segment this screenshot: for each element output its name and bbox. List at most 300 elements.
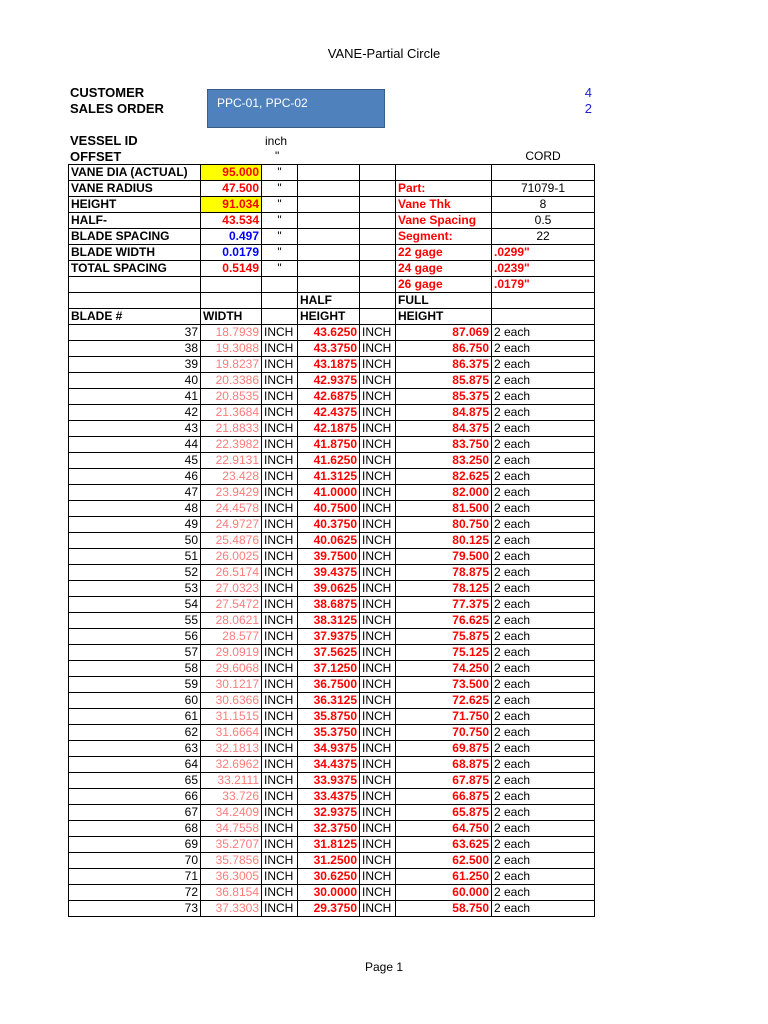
- full-height[interactable]: 67.875: [396, 773, 492, 789]
- half-height[interactable]: 36.7500: [298, 677, 360, 693]
- blade-number[interactable]: 45: [69, 453, 201, 469]
- quantity[interactable]: 2 each: [492, 549, 595, 565]
- quantity[interactable]: 2 each: [492, 741, 595, 757]
- half-height[interactable]: 31.8125: [298, 837, 360, 853]
- blade-width[interactable]: 26.0025: [201, 549, 262, 565]
- param-unit[interactable]: ": [262, 165, 298, 181]
- full-height[interactable]: 86.750: [396, 341, 492, 357]
- blade-width[interactable]: 24.9727: [201, 517, 262, 533]
- param-unit[interactable]: ": [262, 213, 298, 229]
- unit-label[interactable]: INCH: [262, 597, 298, 613]
- spec-label[interactable]: Segment:: [396, 229, 492, 245]
- full-height[interactable]: 78.125: [396, 581, 492, 597]
- blade-width[interactable]: 31.1515: [201, 709, 262, 725]
- half-height[interactable]: 39.4375: [298, 565, 360, 581]
- half-height[interactable]: 30.0000: [298, 885, 360, 901]
- half-height[interactable]: 37.1250: [298, 661, 360, 677]
- empty-cell[interactable]: [298, 181, 360, 197]
- blade-number[interactable]: 51: [69, 549, 201, 565]
- blade-width[interactable]: 20.8535: [201, 389, 262, 405]
- full-height[interactable]: 82.000: [396, 485, 492, 501]
- empty-cell[interactable]: [201, 277, 262, 293]
- unit-label[interactable]: INCH: [262, 773, 298, 789]
- unit-label[interactable]: INCH: [262, 485, 298, 501]
- unit-label[interactable]: INCH: [360, 901, 396, 917]
- full-height[interactable]: 70.750: [396, 725, 492, 741]
- quantity[interactable]: 2 each: [492, 645, 595, 661]
- full-height[interactable]: 63.625: [396, 837, 492, 853]
- half-height[interactable]: 30.6250: [298, 869, 360, 885]
- empty-cell[interactable]: [298, 197, 360, 213]
- blade-width[interactable]: 35.2707: [201, 837, 262, 853]
- unit-label[interactable]: INCH: [262, 437, 298, 453]
- spec-value[interactable]: 22: [492, 229, 595, 245]
- param-unit[interactable]: ": [262, 261, 298, 277]
- blade-number[interactable]: 49: [69, 517, 201, 533]
- unit-label[interactable]: INCH: [360, 789, 396, 805]
- unit-label[interactable]: INCH: [262, 741, 298, 757]
- unit-label[interactable]: INCH: [262, 629, 298, 645]
- blade-number[interactable]: 71: [69, 869, 201, 885]
- half-height[interactable]: 43.3750: [298, 341, 360, 357]
- blade-width[interactable]: 31.6664: [201, 725, 262, 741]
- blade-number[interactable]: 57: [69, 645, 201, 661]
- quantity[interactable]: 2 each: [492, 437, 595, 453]
- full-height[interactable]: 81.500: [396, 501, 492, 517]
- half-height[interactable]: 37.5625: [298, 645, 360, 661]
- unit-label[interactable]: INCH: [360, 821, 396, 837]
- blade-number[interactable]: 40: [69, 373, 201, 389]
- full-height[interactable]: 85.375: [396, 389, 492, 405]
- quantity[interactable]: 2 each: [492, 661, 595, 677]
- quantity[interactable]: 2 each: [492, 405, 595, 421]
- spec-label[interactable]: Vane Thk: [396, 197, 492, 213]
- blade-number[interactable]: 48: [69, 501, 201, 517]
- full-height[interactable]: 78.875: [396, 565, 492, 581]
- full-height[interactable]: 79.500: [396, 549, 492, 565]
- quantity[interactable]: 2 each: [492, 901, 595, 917]
- blade-width[interactable]: 23.428: [201, 469, 262, 485]
- unit-label[interactable]: INCH: [360, 485, 396, 501]
- blade-width[interactable]: 34.2409: [201, 805, 262, 821]
- full-header-bottom[interactable]: HEIGHT: [396, 309, 492, 325]
- full-height[interactable]: 60.000: [396, 885, 492, 901]
- unit-label[interactable]: INCH: [360, 645, 396, 661]
- full-height[interactable]: 72.625: [396, 693, 492, 709]
- unit-label[interactable]: INCH: [262, 581, 298, 597]
- param-unit[interactable]: ": [262, 181, 298, 197]
- full-height[interactable]: 75.875: [396, 629, 492, 645]
- blade-number[interactable]: 66: [69, 789, 201, 805]
- blade-width[interactable]: 27.5472: [201, 597, 262, 613]
- empty-cell[interactable]: [298, 229, 360, 245]
- half-header-bottom[interactable]: HEIGHT: [298, 309, 360, 325]
- quantity[interactable]: 2 each: [492, 709, 595, 725]
- full-height[interactable]: 77.375: [396, 597, 492, 613]
- full-height[interactable]: 83.750: [396, 437, 492, 453]
- half-height[interactable]: 43.6250: [298, 325, 360, 341]
- unit-label[interactable]: INCH: [360, 853, 396, 869]
- order-callout-box[interactable]: PPC-01, PPC-02: [207, 89, 385, 128]
- spec-label[interactable]: 26 gage: [396, 277, 492, 293]
- blade-width[interactable]: 22.9131: [201, 453, 262, 469]
- param-unit[interactable]: ": [262, 245, 298, 261]
- blade-number[interactable]: 62: [69, 725, 201, 741]
- full-height[interactable]: 61.250: [396, 869, 492, 885]
- spec-label[interactable]: Vane Spacing: [396, 213, 492, 229]
- quantity[interactable]: 2 each: [492, 421, 595, 437]
- unit-label[interactable]: INCH: [360, 341, 396, 357]
- blade-number[interactable]: 70: [69, 853, 201, 869]
- blade-number[interactable]: 60: [69, 693, 201, 709]
- quantity[interactable]: 2 each: [492, 773, 595, 789]
- full-height[interactable]: 87.069: [396, 325, 492, 341]
- unit-label[interactable]: INCH: [360, 389, 396, 405]
- blade-width[interactable]: 29.6068: [201, 661, 262, 677]
- quantity[interactable]: 2 each: [492, 389, 595, 405]
- param-value[interactable]: 47.500: [201, 181, 262, 197]
- width-header[interactable]: WIDTH: [201, 309, 262, 325]
- blade-number[interactable]: 44: [69, 437, 201, 453]
- blade-number[interactable]: 72: [69, 885, 201, 901]
- param-value[interactable]: 91.034: [201, 197, 262, 213]
- param-label[interactable]: TOTAL SPACING: [69, 261, 201, 277]
- quantity[interactable]: 2 each: [492, 805, 595, 821]
- empty-cell[interactable]: [360, 213, 396, 229]
- unit-label[interactable]: INCH: [262, 421, 298, 437]
- param-value[interactable]: 0.0179: [201, 245, 262, 261]
- blade-number[interactable]: 46: [69, 469, 201, 485]
- empty-cell[interactable]: [360, 181, 396, 197]
- unit-label[interactable]: INCH: [262, 517, 298, 533]
- spec-value[interactable]: .0299": [492, 245, 595, 261]
- full-height[interactable]: 66.875: [396, 789, 492, 805]
- blade-number[interactable]: 63: [69, 741, 201, 757]
- unit-label[interactable]: INCH: [262, 357, 298, 373]
- blade-number[interactable]: 64: [69, 757, 201, 773]
- quantity[interactable]: 2 each: [492, 789, 595, 805]
- quantity[interactable]: 2 each: [492, 485, 595, 501]
- unit-label[interactable]: INCH: [360, 629, 396, 645]
- param-value[interactable]: 95.000: [201, 165, 262, 181]
- unit-label[interactable]: INCH: [360, 677, 396, 693]
- full-height[interactable]: 74.250: [396, 661, 492, 677]
- blade-number[interactable]: 73: [69, 901, 201, 917]
- param-label[interactable]: VANE DIA (ACTUAL): [69, 165, 201, 181]
- quantity[interactable]: 2 each: [492, 597, 595, 613]
- unit-label[interactable]: INCH: [360, 757, 396, 773]
- full-height[interactable]: 85.875: [396, 373, 492, 389]
- half-height[interactable]: 41.8750: [298, 437, 360, 453]
- blade-width[interactable]: 25.4876: [201, 533, 262, 549]
- quantity[interactable]: 2 each: [492, 581, 595, 597]
- quantity[interactable]: 2 each: [492, 533, 595, 549]
- blade-number[interactable]: 47: [69, 485, 201, 501]
- unit-label[interactable]: INCH: [262, 469, 298, 485]
- unit-label[interactable]: INCH: [360, 869, 396, 885]
- blade-width[interactable]: 19.3088: [201, 341, 262, 357]
- unit-label[interactable]: INCH: [262, 837, 298, 853]
- blade-number[interactable]: 52: [69, 565, 201, 581]
- empty-cell[interactable]: [360, 197, 396, 213]
- unit-label[interactable]: INCH: [262, 565, 298, 581]
- blade-width[interactable]: 36.3005: [201, 869, 262, 885]
- unit-label[interactable]: INCH: [360, 373, 396, 389]
- blade-width[interactable]: 19.8237: [201, 357, 262, 373]
- empty-cell[interactable]: [298, 213, 360, 229]
- param-value[interactable]: 0.5149: [201, 261, 262, 277]
- half-height[interactable]: 38.6875: [298, 597, 360, 613]
- quantity[interactable]: 2 each: [492, 325, 595, 341]
- half-height[interactable]: 40.7500: [298, 501, 360, 517]
- blade-width[interactable]: 22.3982: [201, 437, 262, 453]
- quantity[interactable]: 2 each: [492, 837, 595, 853]
- param-label[interactable]: HALF-: [69, 213, 201, 229]
- half-height[interactable]: 40.0625: [298, 533, 360, 549]
- half-height[interactable]: 32.9375: [298, 805, 360, 821]
- full-height[interactable]: 80.750: [396, 517, 492, 533]
- unit-label[interactable]: INCH: [360, 325, 396, 341]
- quantity[interactable]: 2 each: [492, 677, 595, 693]
- unit-label[interactable]: INCH: [262, 757, 298, 773]
- unit-label[interactable]: INCH: [360, 357, 396, 373]
- full-height[interactable]: 84.375: [396, 421, 492, 437]
- unit-label[interactable]: INCH: [262, 373, 298, 389]
- blade-number[interactable]: 37: [69, 325, 201, 341]
- quantity[interactable]: 2 each: [492, 821, 595, 837]
- unit-label[interactable]: INCH: [262, 805, 298, 821]
- unit-label[interactable]: INCH: [360, 805, 396, 821]
- blade-number[interactable]: 67: [69, 805, 201, 821]
- blade-width[interactable]: 24.4578: [201, 501, 262, 517]
- spec-value[interactable]: .0179": [492, 277, 595, 293]
- half-height[interactable]: 42.6875: [298, 389, 360, 405]
- empty-cell[interactable]: [262, 277, 298, 293]
- spec-value[interactable]: .0239": [492, 261, 595, 277]
- blade-width[interactable]: 20.3386: [201, 373, 262, 389]
- unit-label[interactable]: INCH: [360, 533, 396, 549]
- quantity[interactable]: 2 each: [492, 453, 595, 469]
- quantity[interactable]: 2 each: [492, 517, 595, 533]
- empty-cell[interactable]: [262, 293, 298, 309]
- empty-cell[interactable]: [69, 293, 201, 309]
- blade-number[interactable]: 42: [69, 405, 201, 421]
- blade-number[interactable]: 56: [69, 629, 201, 645]
- full-height[interactable]: 65.875: [396, 805, 492, 821]
- half-height[interactable]: 29.3750: [298, 901, 360, 917]
- blade-width[interactable]: 34.7558: [201, 821, 262, 837]
- quantity[interactable]: 2 each: [492, 613, 595, 629]
- empty-cell[interactable]: [298, 277, 360, 293]
- half-height[interactable]: 37.9375: [298, 629, 360, 645]
- half-height[interactable]: 38.3125: [298, 613, 360, 629]
- quantity[interactable]: 2 each: [492, 629, 595, 645]
- spec-value[interactable]: 71079-1: [492, 181, 595, 197]
- param-value[interactable]: 0.497: [201, 229, 262, 245]
- empty-cell[interactable]: [360, 293, 396, 309]
- blade-width[interactable]: 29.0919: [201, 645, 262, 661]
- blade-number[interactable]: 68: [69, 821, 201, 837]
- blade-width[interactable]: 30.6366: [201, 693, 262, 709]
- empty-cell[interactable]: [298, 165, 360, 181]
- unit-label[interactable]: INCH: [262, 821, 298, 837]
- full-height[interactable]: 71.750: [396, 709, 492, 725]
- full-height[interactable]: 86.375: [396, 357, 492, 373]
- quantity[interactable]: 2 each: [492, 469, 595, 485]
- param-label[interactable]: VANE RADIUS: [69, 181, 201, 197]
- unit-label[interactable]: INCH: [360, 661, 396, 677]
- blade-number[interactable]: 41: [69, 389, 201, 405]
- blade-number[interactable]: 55: [69, 613, 201, 629]
- half-height[interactable]: 33.9375: [298, 773, 360, 789]
- full-height[interactable]: 58.750: [396, 901, 492, 917]
- unit-label[interactable]: INCH: [262, 501, 298, 517]
- unit-label[interactable]: INCH: [262, 725, 298, 741]
- empty-cell[interactable]: [201, 293, 262, 309]
- full-height[interactable]: 62.500: [396, 853, 492, 869]
- param-label[interactable]: HEIGHT: [69, 197, 201, 213]
- empty-cell[interactable]: [360, 261, 396, 277]
- unit-label[interactable]: INCH: [262, 789, 298, 805]
- unit-label[interactable]: INCH: [360, 597, 396, 613]
- unit-label[interactable]: INCH: [360, 565, 396, 581]
- param-label[interactable]: BLADE SPACING: [69, 229, 201, 245]
- blade-number[interactable]: 50: [69, 533, 201, 549]
- full-height[interactable]: 76.625: [396, 613, 492, 629]
- empty-cell[interactable]: [298, 261, 360, 277]
- unit-label[interactable]: INCH: [262, 325, 298, 341]
- full-height[interactable]: 69.875: [396, 741, 492, 757]
- blade-width[interactable]: 35.7856: [201, 853, 262, 869]
- half-height[interactable]: 39.0625: [298, 581, 360, 597]
- blade-number[interactable]: 54: [69, 597, 201, 613]
- spec-value[interactable]: 8: [492, 197, 595, 213]
- full-height[interactable]: 73.500: [396, 677, 492, 693]
- full-height[interactable]: 75.125: [396, 645, 492, 661]
- half-height[interactable]: 40.3750: [298, 517, 360, 533]
- empty-cell[interactable]: [360, 165, 396, 181]
- spec-label[interactable]: Part:: [396, 181, 492, 197]
- half-height[interactable]: 35.3750: [298, 725, 360, 741]
- blade-number[interactable]: 61: [69, 709, 201, 725]
- unit-label[interactable]: INCH: [262, 453, 298, 469]
- half-height[interactable]: 42.9375: [298, 373, 360, 389]
- blade-number[interactable]: 39: [69, 357, 201, 373]
- unit-label[interactable]: INCH: [360, 885, 396, 901]
- unit-label[interactable]: INCH: [360, 405, 396, 421]
- blade-width[interactable]: 36.8154: [201, 885, 262, 901]
- spec-label[interactable]: 22 gage: [396, 245, 492, 261]
- unit-label[interactable]: INCH: [360, 549, 396, 565]
- param-value[interactable]: 43.534: [201, 213, 262, 229]
- quantity[interactable]: 2 each: [492, 341, 595, 357]
- full-height[interactable]: 68.875: [396, 757, 492, 773]
- blade-number[interactable]: 58: [69, 661, 201, 677]
- blade-width[interactable]: 23.9429: [201, 485, 262, 501]
- blade-number[interactable]: 59: [69, 677, 201, 693]
- empty-cell[interactable]: [492, 165, 595, 181]
- half-header-top[interactable]: HALF: [298, 293, 360, 309]
- blade-width[interactable]: 30.1217: [201, 677, 262, 693]
- unit-label[interactable]: INCH: [360, 773, 396, 789]
- unit-label[interactable]: INCH: [262, 549, 298, 565]
- unit-label[interactable]: INCH: [262, 389, 298, 405]
- half-height[interactable]: 43.1875: [298, 357, 360, 373]
- empty-cell[interactable]: [360, 245, 396, 261]
- unit-label[interactable]: INCH: [360, 437, 396, 453]
- full-height[interactable]: 80.125: [396, 533, 492, 549]
- unit-label[interactable]: INCH: [262, 661, 298, 677]
- blade-width[interactable]: 21.3684: [201, 405, 262, 421]
- quantity[interactable]: 2 each: [492, 565, 595, 581]
- unit-label[interactable]: INCH: [360, 469, 396, 485]
- full-height[interactable]: 82.625: [396, 469, 492, 485]
- half-height[interactable]: 39.7500: [298, 549, 360, 565]
- unit-label[interactable]: INCH: [262, 533, 298, 549]
- unit-label[interactable]: INCH: [360, 837, 396, 853]
- quantity[interactable]: 2 each: [492, 885, 595, 901]
- half-height[interactable]: 41.6250: [298, 453, 360, 469]
- unit-label[interactable]: INCH: [360, 501, 396, 517]
- half-height[interactable]: 32.3750: [298, 821, 360, 837]
- unit-label[interactable]: INCH: [262, 853, 298, 869]
- unit-label[interactable]: INCH: [360, 741, 396, 757]
- quantity[interactable]: 2 each: [492, 725, 595, 741]
- unit-label[interactable]: INCH: [262, 693, 298, 709]
- empty-cell[interactable]: [360, 277, 396, 293]
- quantity[interactable]: 2 each: [492, 501, 595, 517]
- half-height[interactable]: 41.3125: [298, 469, 360, 485]
- unit-label[interactable]: INCH: [262, 341, 298, 357]
- blade-width[interactable]: 28.577: [201, 629, 262, 645]
- blade-width[interactable]: 21.8833: [201, 421, 262, 437]
- empty-cell[interactable]: [360, 309, 396, 325]
- unit-label[interactable]: INCH: [262, 405, 298, 421]
- param-unit[interactable]: ": [262, 229, 298, 245]
- unit-label[interactable]: INCH: [360, 709, 396, 725]
- quantity[interactable]: 2 each: [492, 869, 595, 885]
- full-header-top[interactable]: FULL: [396, 293, 492, 309]
- quantity[interactable]: 2 each: [492, 853, 595, 869]
- blade-width[interactable]: 27.0323: [201, 581, 262, 597]
- spec-value[interactable]: 0.5: [492, 213, 595, 229]
- blade-width[interactable]: 33.2111: [201, 773, 262, 789]
- half-height[interactable]: 36.3125: [298, 693, 360, 709]
- unit-label[interactable]: INCH: [262, 869, 298, 885]
- unit-label[interactable]: INCH: [360, 453, 396, 469]
- blade-width[interactable]: 18.7939: [201, 325, 262, 341]
- quantity[interactable]: 2 each: [492, 357, 595, 373]
- half-height[interactable]: 31.2500: [298, 853, 360, 869]
- blade-width[interactable]: 32.6962: [201, 757, 262, 773]
- unit-label[interactable]: INCH: [262, 613, 298, 629]
- blade-width[interactable]: 32.1813: [201, 741, 262, 757]
- blade-number[interactable]: 43: [69, 421, 201, 437]
- unit-label[interactable]: INCH: [262, 709, 298, 725]
- half-height[interactable]: 34.9375: [298, 741, 360, 757]
- unit-label[interactable]: INCH: [360, 421, 396, 437]
- blade-width[interactable]: 26.5174: [201, 565, 262, 581]
- unit-label[interactable]: INCH: [360, 517, 396, 533]
- blade-number[interactable]: 38: [69, 341, 201, 357]
- param-label[interactable]: BLADE WIDTH: [69, 245, 201, 261]
- unit-label[interactable]: INCH: [360, 725, 396, 741]
- param-unit[interactable]: ": [262, 197, 298, 213]
- empty-cell[interactable]: [69, 277, 201, 293]
- blade-number[interactable]: 65: [69, 773, 201, 789]
- empty-cell[interactable]: [492, 293, 595, 309]
- blade-width[interactable]: 33.726: [201, 789, 262, 805]
